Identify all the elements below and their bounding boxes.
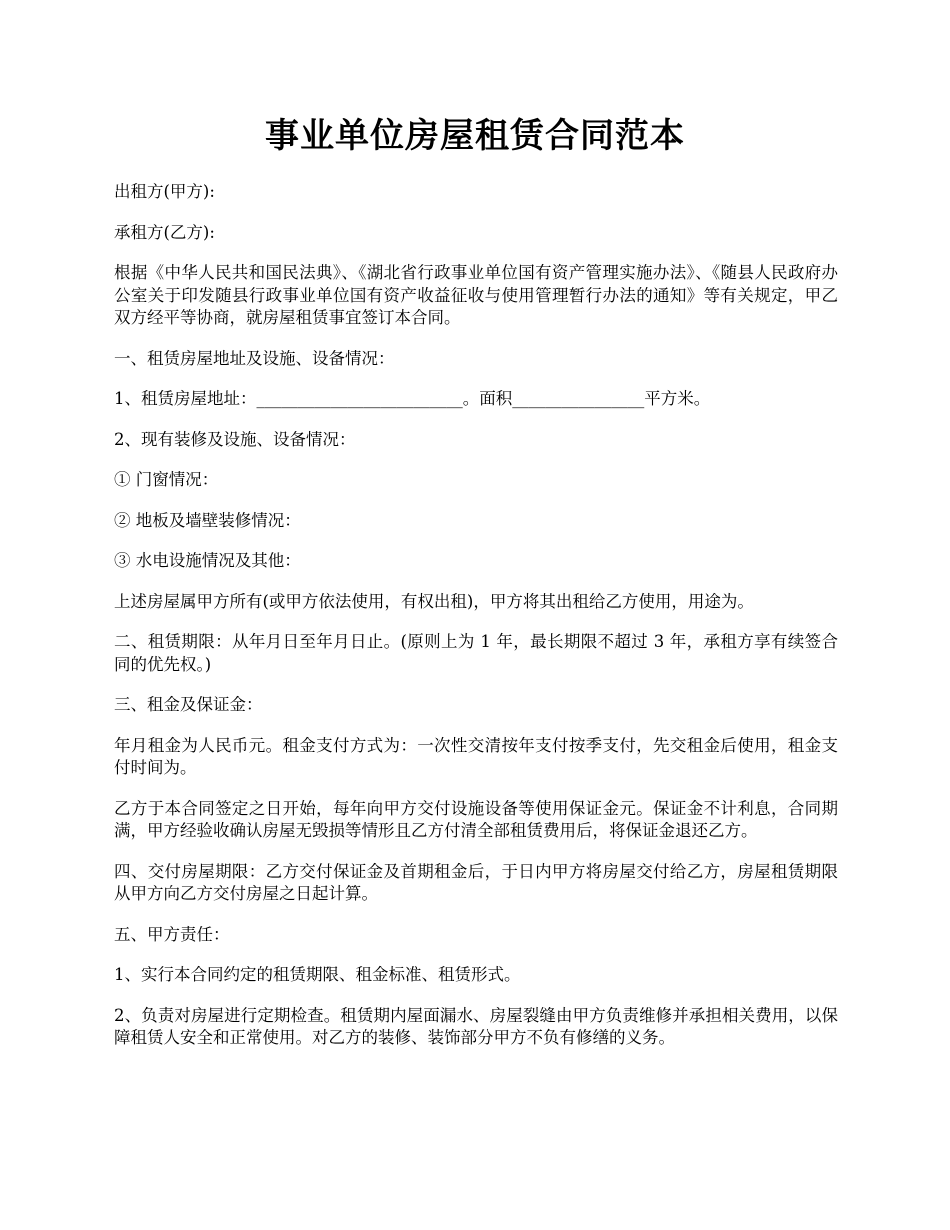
property-address-line: 1、租赁房屋地址：_________________________。面积________________平方米。 bbox=[114, 389, 711, 408]
lessee-line: 承租方(乙方): bbox=[114, 222, 215, 242]
document-title: 事业单位房屋租赁合同范本 bbox=[265, 116, 685, 156]
section-5-heading: 五、甲方责任： bbox=[114, 924, 230, 944]
deposit-paragraph: 乙方于本合同签定之日开始，每年向甲方交付设施设备等使用保证金元。保证金不计利息，合同期满，甲方经验收确认房屋无毁损等情形且乙方付清全部租赁费用后，将保证金退还乙方。 bbox=[114, 798, 838, 840]
rent-payment-paragraph: 年月租金为人民币元。租金支付方式为：一次性交清按年支付按季支付，先交租金后使用，租金支付时间为。 bbox=[114, 735, 838, 777]
document-body bbox=[114, 181, 838, 1068]
section-4-delivery-paragraph: 四、交付房屋期限：乙方交付保证金及首期租金后，于日内甲方将房屋交付给乙方，房屋租赁期限从甲方向乙方交付房屋之日起计算。 bbox=[114, 861, 838, 903]
lessor-line: 出租方(甲方): bbox=[114, 182, 215, 201]
lessor-duty-1: 1、实行本合同约定的租赁期限、租金标准、租赁形式。 bbox=[114, 965, 521, 984]
section-2-term-paragraph: 二、租赁期限：从年月日至年月日止。(原则上为 1 年，最长期限不超过 3 年，承租方享有续签合同的优先权。) bbox=[114, 632, 838, 674]
facilities-heading: 2、现有装修及设施、设备情况： bbox=[114, 429, 356, 449]
section-3-heading: 三、租金及保证金： bbox=[114, 695, 263, 714]
ownership-paragraph: 上述房屋属甲方所有(或甲方依法使用，有权出租)，甲方将其出租给乙方使用，用途为。 bbox=[114, 591, 754, 611]
utilities-line: ③ 水电设施情况及其他： bbox=[114, 551, 301, 570]
legal-basis-paragraph: 根据《中华人民共和国民法典》、《湖北省行政事业单位国有资产管理实施办法》、《随县人民政府办公室关于印发随县行政事业单位国有资产收益征收与使用管理暂行办法的通知》等有关规定，甲乙双方经平等协商，就房屋租赁事宜签订本合同。 bbox=[114, 263, 838, 327]
section-1-heading: 一、租赁房屋地址及设施、设备情况： bbox=[114, 348, 395, 368]
lessor-duty-2: 2、负责对房屋进行定期检查。租赁期内屋面漏水、房屋裂缝由甲方负责维修并承担相关费用，以保障租赁人安全和正常使用。对乙方的装修、装饰部分甲方不负有修缮的义务。 bbox=[114, 1005, 838, 1047]
floor-walls-line: ② 地板及墙壁装修情况： bbox=[114, 510, 301, 530]
doors-windows-line: ① 门窗情况： bbox=[114, 470, 219, 489]
